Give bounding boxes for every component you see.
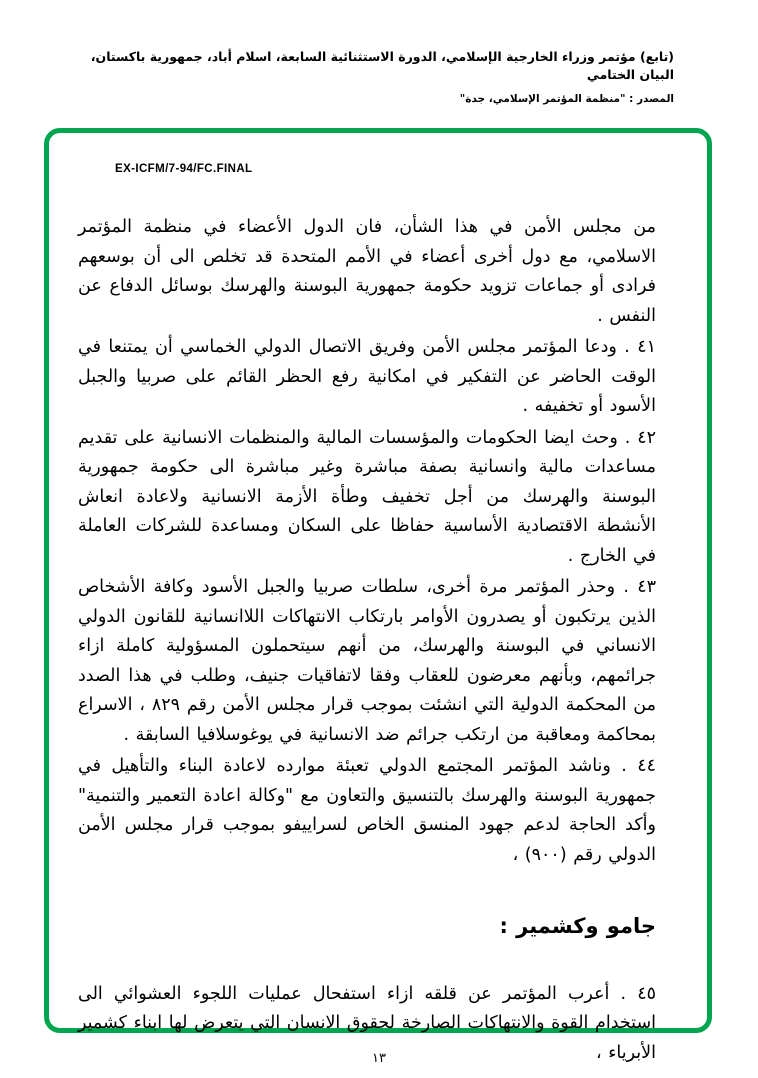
document-body	[78, 213, 656, 1070]
body-paragraph: ٤٥ . أعرب المؤتمر عن قلقه ازاء استفحال عمليات اللجوء العشوائي الى استخدام القوة والانتهاكات الصارخة لحقوق الانسان التي يتعرض لها ابناء كشمير الأبرياء ،	[78, 983, 656, 1063]
section-heading-jammu-kashmir: جامو وكشمير :	[499, 914, 656, 938]
header-caption: (تابع) مؤتمر وزراء الخارجية الإسلامي، الدورة الاستثنائية السابعة، اسلام أباد، جمهورية باكستان، البيان الختامي	[90, 49, 674, 82]
body-paragraph: ٤٣ . وحذر المؤتمر مرة أخرى، سلطات صربيا والجبل الأسود وكافة الأشخاص الذين يرتكبون أو يصدرون الأوامر بارتكاب الانتهاكات اللاانسانية للقانون الدولي الانساني في البوسنة والهرسك، من أنهم سيتحملون المسؤولية كاملة ازاء جرائمهم، وبأنهم معرضون للعقاب وفقا لاتفاقيات جنيف، وطلب في هذا الصدد من المحكمة الدولية التي انشئت بموجب قرار مجلس الأمن رقم ٨٢٩ ، الاسراع بمحاكمة ومعاقبة من ارتكب جرائم ضد الانسانية في يوغوسلافيا السابقة .	[78, 577, 656, 745]
body-paragraph: من مجلس الأمن في هذا الشأن، فان الدول الأعضاء في منظمة المؤتمر الاسلامي، مع دول أخرى أعضاء في الأمم المتحدة قد تخلص الى أن بوسعهم فرادى أو جماعات تزويد حكومة جمهورية البوسنة والهرسك بوسائل الدفاع عن النفس .	[78, 217, 656, 326]
body-paragraph: ٤٢ . وحث ايضا الحكومات والمؤسسات المالية والمنظمات الانسانية على تقديم مساعدات مالية وانسانية بصفة مباشرة وغير مباشرة الى حكومة جمهورية البوسنة والهرسك من أجل تخفيف وطأة الأزمة الانسانية ولاعادة انعاش الأنشطة الاقتصادية الأساسية حفاظا على السكان ومساعدة للشركات العاملة في الخارج .	[78, 427, 656, 566]
body-paragraph: ٤٤ . وناشد المؤتمر المجتمع الدولي تعبئة موارده لاعادة البناء والتأهيل في جمهورية البوسنة والهرسك بالتنسيق والتعاون مع "وكالة اعادة التعمير والتنمية" وأكد الحاجة لدعم جهود المنسق الخاص لسراييفو بموجب قرار مجلس الأمن الدولي رقم (٩٠٠) ،	[78, 756, 656, 865]
page-header	[60, 48, 674, 105]
page-number: ١٣	[372, 1051, 386, 1066]
header-source: المصدر : "منظمة المؤتمر الإسلامي، جدة"	[459, 93, 674, 105]
document-reference: EX-ICFM/7-94/FC.FINAL	[115, 163, 253, 175]
body-paragraph: ٤١ . ودعا المؤتمر مجلس الأمن وفريق الاتصال الدولي الخماسي أن يمتنعا في الوقت الحاضر عن التفكير في امكانية رفع الحظر القائم على صربيا والجبل الأسود أو تخفيفه .	[78, 337, 656, 416]
